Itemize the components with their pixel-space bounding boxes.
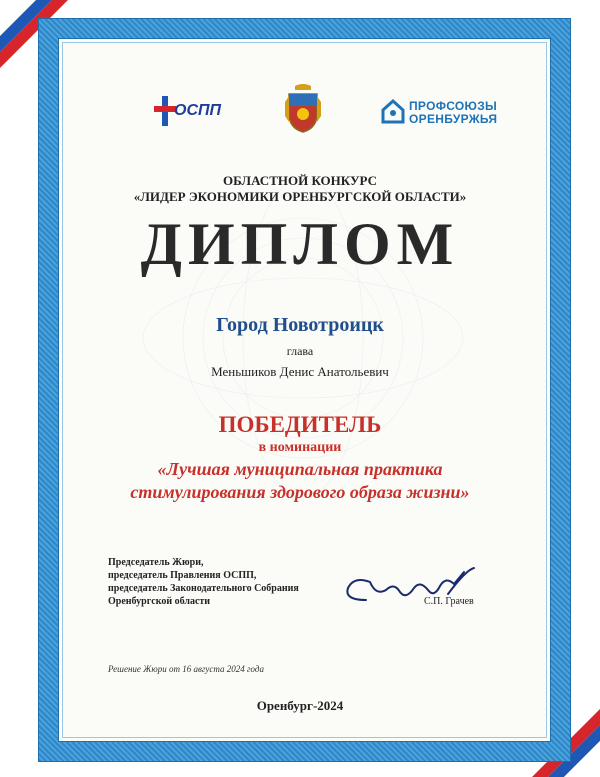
contest-label: ОБЛАСТНОЙ КОНКУРС bbox=[223, 173, 377, 188]
coat-of-arms-icon bbox=[283, 82, 323, 134]
signer-name: С.П. Грачев bbox=[424, 596, 474, 607]
profunion-logo-line2: ОРЕНБУРЖЬЯ bbox=[409, 112, 498, 126]
award-status: ПОБЕДИТЕЛЬ bbox=[218, 412, 382, 437]
signatory-titles bbox=[108, 556, 348, 608]
nomination-title-line1: «Лучшая муниципальная практика bbox=[157, 459, 443, 479]
recipient-role: глава bbox=[286, 344, 314, 358]
ospp-cross-icon bbox=[154, 96, 176, 126]
contest-name: «ЛИДЕР ЭКОНОМИКИ ОРЕНБУРГСКОЙ ОБЛАСТИ» bbox=[133, 189, 467, 204]
guilloche-pattern bbox=[58, 38, 549, 740]
signatory-title-line1: Председатель Жюри, bbox=[108, 557, 204, 568]
nomination-title-line2: стимулирования здорового образа жизни» bbox=[130, 482, 470, 502]
profunion-house-icon bbox=[381, 98, 405, 124]
ospp-logo-text: ОСПП bbox=[174, 102, 222, 119]
diploma-title: ДИПЛОМ bbox=[140, 211, 460, 277]
handwritten-signature bbox=[336, 560, 496, 620]
profunion-logo-line1: ПРОФСОЮЗЫ bbox=[409, 99, 498, 113]
recipient-name: Город Новотроицк bbox=[216, 314, 384, 336]
recipient-person: Меньшиков Денис Анатольевич bbox=[211, 364, 389, 379]
signatory-title-line3: председатель Законодательного Собрания bbox=[108, 583, 299, 594]
jury-decision: Решение Жюри от 16 августа 2024 года bbox=[108, 664, 264, 674]
city-year: Оренбург-2024 bbox=[256, 698, 344, 713]
profunion-logo bbox=[381, 98, 511, 128]
ospp-logo bbox=[154, 94, 234, 128]
signatory-title-line2: председатель Правления ОСПП, bbox=[108, 570, 257, 581]
signatory-title-line4: Оренбургской области bbox=[108, 596, 211, 607]
nomination-label: в номинации bbox=[258, 440, 342, 455]
